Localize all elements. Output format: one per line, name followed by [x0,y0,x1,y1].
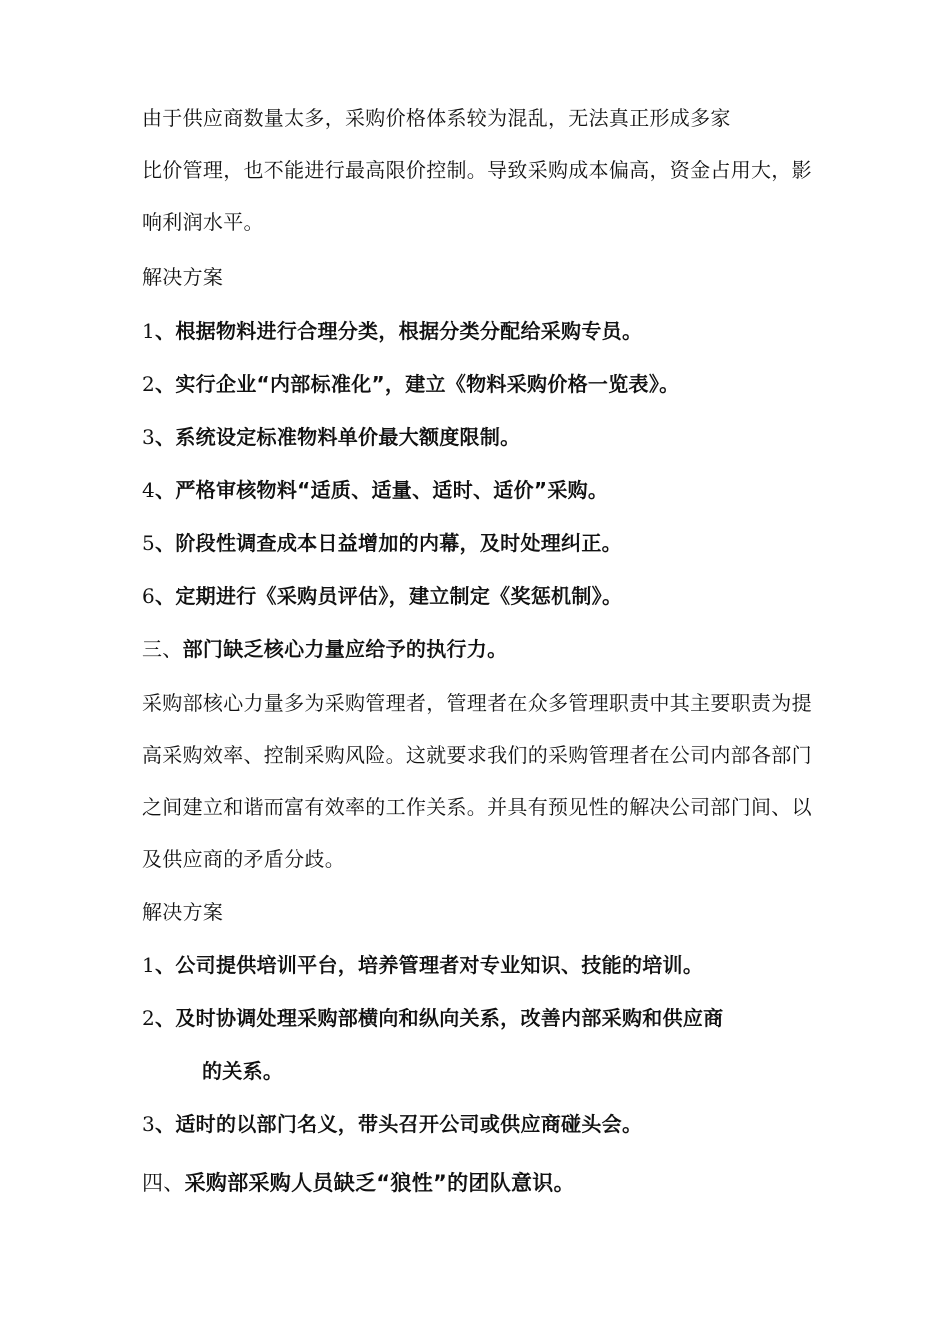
item-separator: 、 [155,1112,176,1136]
item-number: 5 [142,531,156,555]
item-number: 1 [142,953,156,977]
paragraph-line: 由于供应商数量太多，采购价格体系较为混乱，无法真正形成多家 [142,106,731,130]
solution-item [142,318,642,344]
section-title: 部门缺乏核心力量应给予的执行力。 [182,637,508,661]
item-separator: 、 [155,953,176,977]
item-text: 严格审核物料“适质、适量、适时、适价”采购。 [175,478,609,502]
item-number: 4 [142,478,156,502]
paragraph-line: 比价管理，也不能进行最高限价控制。导致采购成本偏高，资金占用大，影 [142,158,812,182]
item-text: 系统设定标准物料单价最大额度限制。 [175,425,521,449]
item-separator: 、 [155,319,176,343]
solution-item [142,530,622,556]
section-heading [142,636,507,662]
paragraph-line: 响利润水平。 [142,210,264,234]
item-text: 及时协调处理采购部横向和纵向关系，改善内部采购和供应商 [175,1006,724,1030]
solution-item [142,477,608,503]
item-text: 定期进行《采购员评估》，建立制定《奖惩机制》。 [175,584,623,608]
item-separator: 、 [155,372,176,396]
item-separator: 、 [155,531,176,555]
section-title: 采购部采购人员缺乏“狼性”的团队意识。 [184,1171,575,1195]
item-number: 3 [142,1112,156,1136]
paragraph-line: 采购部核心力量多为采购管理者，管理者在众多管理职责中其主要职责为提 [142,691,812,715]
paragraph-line: 高采购效率、控制采购风险。这就要求我们的采购管理者在公司内部各部门 [142,743,812,767]
item-text: 适时的以部门名义，带头召开公司或供应商碰头会。 [175,1112,643,1136]
solution-item [142,371,679,397]
item-separator: 、 [155,478,176,502]
item-text: 公司提供培训平台，培养管理者对专业知识、技能的培训。 [175,953,704,977]
item-separator: 、 [155,425,176,449]
solution-item [142,1111,642,1137]
solution-item [142,583,622,609]
solution-item [142,1005,723,1031]
solution-heading: 解决方案 [142,900,224,924]
item-text: 实行企业“内部标准化”，建立《物料采购价格一览表》。 [175,372,680,396]
item-number: 3 [142,425,156,449]
item-number: 2 [142,1006,156,1030]
item-separator: 、 [155,584,176,608]
section-number: 四、 [142,1171,185,1195]
item-number: 1 [142,319,156,343]
item-number: 2 [142,372,156,396]
item-separator: 、 [155,1006,176,1030]
solution-item [142,952,703,978]
solution-item-continuation: 的关系。 [202,1059,284,1083]
item-text: 根据物料进行合理分类，根据分类分配给采购专员。 [175,319,643,343]
paragraph-line: 之间建立和谐而富有效率的工作关系。并具有预见性的解决公司部门间、以 [142,795,812,819]
section-number: 三、 [142,637,183,661]
item-text: 阶段性调查成本日益增加的内幕，及时处理纠正。 [175,531,622,555]
paragraph-line: 及供应商的矛盾分歧。 [142,847,345,871]
section-heading [142,1170,575,1196]
solution-heading: 解决方案 [142,265,224,289]
solution-item [142,424,520,450]
item-number: 6 [142,584,156,608]
